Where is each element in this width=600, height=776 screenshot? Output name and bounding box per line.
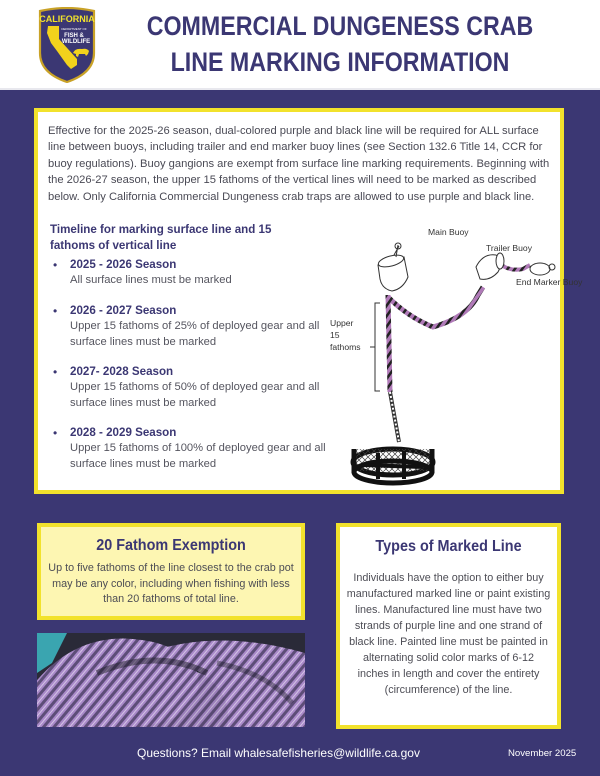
title-line-2: LINE MARKING INFORMATION [170,47,510,77]
types-body: Individuals have the option to either buy manufactured marked line or paint existing lines. Manufactured line must have two strands of purple line and one strand of black line. Painted line must be painted in alternating solid color marks of 6-12 inches in length and cover the entirety (circumference) of the line. [346,572,551,696]
exemption-title: 20 Fathom Exemption [96,537,246,554]
contact-email-link[interactable]: Questions? Email whalesafefisheries@wildlife.ca.gov [137,746,420,760]
types-title: Types of Marked Line [375,538,522,555]
season-desc: Upper 15 fathoms of 50% of deployed gear and all surface lines must be marked [70,381,320,409]
cdfw-logo [37,7,97,83]
main-buoy-label: Main Buoy [428,227,469,237]
upper-label: Upper [330,318,354,328]
svg-text:WILDLIFE: WILDLIFE [61,39,91,45]
title-line-1: COMMERCIAL DUNGENESS CRAB [146,11,534,41]
bullet-icon: • [53,426,58,440]
rope-photo [37,633,305,727]
bullet-icon: • [53,304,58,318]
types-box [336,523,561,729]
svg-text:FISH &: FISH & [64,33,84,39]
fifteen-label: 15 [330,330,340,340]
page-title [142,8,538,80]
season-name: 2027- 2028 Season [70,365,174,378]
bullet-icon: • [53,365,58,379]
buoy-line-diagram [308,217,583,492]
main-info-box [34,108,583,494]
publication-date: November 2025 [508,748,577,759]
header [0,0,600,90]
season-desc: All surface lines must be marked [70,274,232,286]
timeline-heading: Timeline for marking surface line and 15 fathoms of vertical line [50,223,272,252]
bullet-icon: • [53,258,58,272]
season-name: 2028 - 2029 Season [70,426,177,439]
season-desc: Upper 15 fathoms of 100% of deployed gear and all surface lines must be marked [70,442,326,470]
end-marker-buoy-label: End Marker Buoy [516,277,583,287]
season-name: 2025 - 2026 Season [70,258,177,271]
intro-paragraph: Effective for the 2025-26 season, dual-colored purple and black line will be required for ALL surface line between buoys, including trailer and end marker buoy lines (see Section 132.6 Title 14, CCR for buoy regulations). Buoy gangions are exempt from surface line marking requirements. Beginning with the 2026-27 season, the upper 15 fathoms of the vertical lines will need to be marked as described below. Only California Commercial Dungeness crab traps are allowed to use purple and black line. [48,125,550,203]
buoy-diagram-illustration [308,217,568,492]
exemption-body: Up to five fathoms of the line closest to the crab pot may be any color, including when fishing with less than 20 fathoms of total line. [48,562,294,605]
svg-text:CALIFORNIA: CALIFORNIA [39,14,95,24]
svg-text:DEPARTMENT OF: DEPARTMENT OF [61,27,87,31]
fathoms-label: fathoms [330,342,361,352]
season-desc: Upper 15 fathoms of 25% of deployed gear and all surface lines must be marked [70,320,320,348]
trailer-buoy-label: Trailer Buoy [486,243,533,253]
exemption-box [37,523,305,620]
season-name: 2026 - 2027 Season [70,304,177,317]
